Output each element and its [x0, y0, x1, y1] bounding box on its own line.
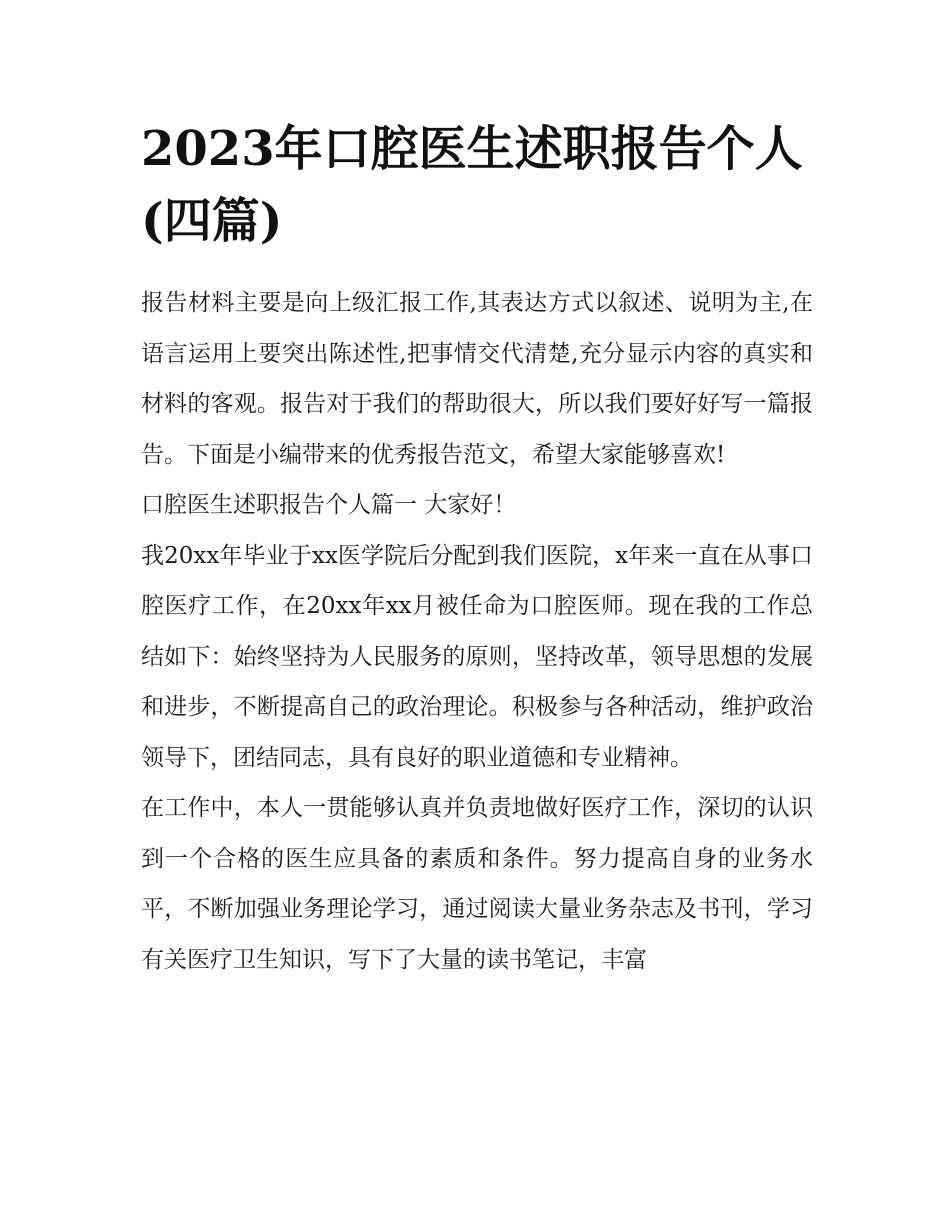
body-paragraph: 我20xx年毕业于xx医学院后分配到我们医院，x年来一直在从事口腔医疗工作，在20xx年xx月被任命为口腔医师。现在我的工作总结如下：始终坚持为人民服务的原则，坚持改革，领导思想的发展和进步，不断提高自己的政治理论。积极参与各种活动，维护政治领导下，团结同志，具有良好的职业道德和专业精神。 [141, 542, 813, 771]
document-body [141, 278, 813, 985]
intro-paragraph: 报告材料主要是向上级汇报工作,其表达方式以叙述、说明为主,在语言运用上要突出陈述性,把事情交代清楚,充分显示内容的真实和材料的客观。报告对于我们的帮助很大，所以我们要好好写一篇报告。下面是小编带来的优秀报告范文，希望大家能够喜欢! [141, 290, 813, 468]
body-paragraph: 在工作中，本人一贯能够认真并负责地做好医疗工作，深切的认识到一个合格的医生应具备的素质和条件。努力提高自身的业务水平，不断加强业务理论学习，通过阅读大量业务杂志及书刊，学习有关医疗卫生知识，写下了大量的读书笔记，丰富 [141, 795, 813, 973]
section-heading-paragraph: 口腔医生述职报告个人篇一 大家好！ [141, 492, 517, 518]
document-title: 2023年口腔医生述职报告个人(四篇) [141, 121, 803, 249]
